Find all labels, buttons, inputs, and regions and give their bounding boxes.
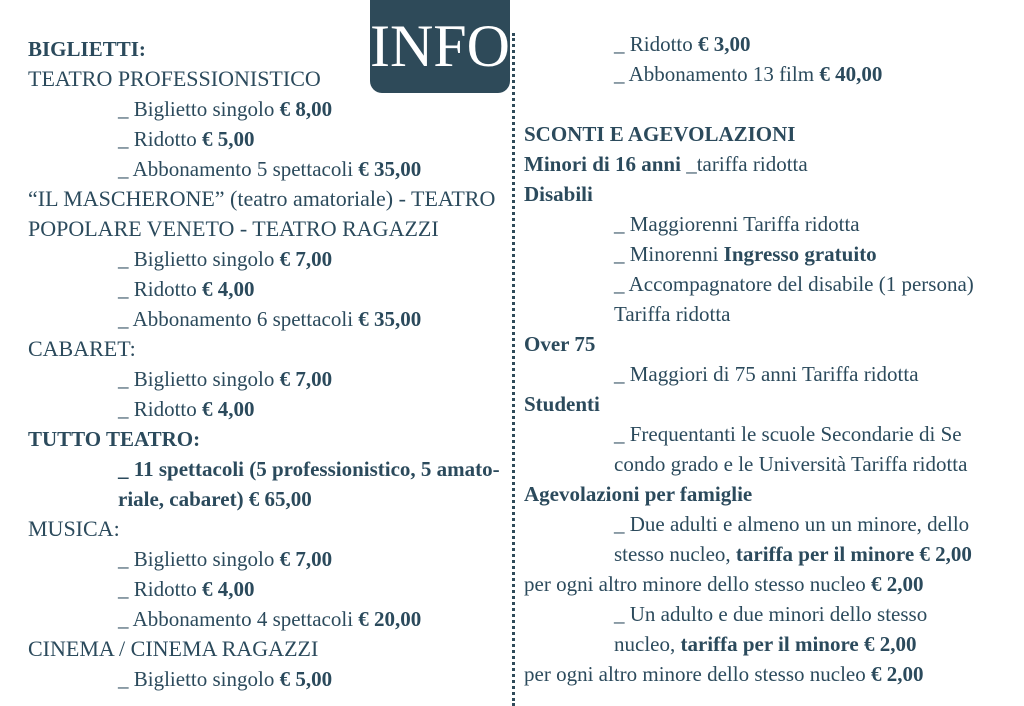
disabili-item-3-cont: Tariffa ridotta: [614, 302, 731, 326]
price-item: _ Biglietto singolo € 8,00: [118, 97, 333, 121]
left-column: [28, 34, 508, 694]
disabili-item-3: _ Accompagnatore del disabile (1 persona): [614, 272, 974, 296]
price-item: _ Abbonamento 13 film € 40,00: [614, 62, 883, 86]
price-item: _ Ridotto € 4,00: [118, 577, 255, 601]
price-item: _ Ridotto € 4,00: [118, 397, 255, 421]
famiglie-b-line-2: nucleo, tariffa per il minore € 2,00: [614, 632, 917, 656]
price-item: _ Biglietto singolo € 5,00: [118, 667, 333, 691]
price-item: _ Ridotto € 5,00: [118, 127, 255, 151]
price-item: _ Abbonamento 4 spettacoli € 20,00: [118, 607, 422, 631]
studenti-line-1: _ Frequentanti le scuole Secondarie di Se: [614, 422, 962, 446]
tutto-teatro-heading: TUTTO TEATRO:: [28, 427, 201, 451]
dotted-divider: [512, 33, 515, 706]
price-item: _ Ridotto € 3,00: [614, 32, 751, 56]
famiglie-heading: Agevolazioni per famiglie: [524, 482, 753, 506]
cinema-heading: CINEMA / CINEMA RAGAZZI: [28, 636, 319, 661]
mascherone-heading-2: POPOLARE VENETO - TEATRO RAGAZZI: [28, 216, 439, 241]
musica-heading: MUSICA:: [28, 516, 120, 541]
famiglie-a-line-2: stesso nucleo, tariffa per il minore € 2,00: [614, 542, 972, 566]
right-column: [524, 29, 1014, 689]
mascherone-heading-1: “IL MASCHERONE” (teatro amatoriale) - TEATRO: [28, 186, 496, 211]
tutto-teatro-line-1: _ 11 spettacoli (5 professionistico, 5 amato-: [118, 457, 500, 481]
info-tab: INFO: [370, 0, 510, 93]
price-item: _ Biglietto singolo € 7,00: [118, 247, 333, 271]
disabili-item-2: _ Minorenni Ingresso gratuito: [614, 242, 877, 266]
minori-line: Minori di 16 anni _tariffa ridotta: [524, 152, 808, 176]
famiglie-b-line-1: _ Un adulto e due minori dello stesso: [614, 602, 928, 626]
price-item: _ Ridotto € 4,00: [118, 277, 255, 301]
famiglie-b-line-3: per ogni altro minore dello stesso nucleo € 2,00: [524, 662, 924, 686]
teatro-prof-heading: TEATRO PROFESSIONISTICO: [28, 66, 321, 91]
price-item: _ Abbonamento 6 spettacoli € 35,00: [118, 307, 422, 331]
over75-item: _ Maggiori di 75 anni Tariffa ridotta: [614, 362, 919, 386]
famiglie-a-line-1: _ Due adulti e almeno un un minore, dello: [614, 512, 970, 536]
tutto-teatro-line-2: riale, cabaret) € 65,00: [118, 487, 312, 511]
price-item: _ Biglietto singolo € 7,00: [118, 367, 333, 391]
disabili-item-1: _ Maggiorenni Tariffa ridotta: [614, 212, 860, 236]
price-item: _ Abbonamento 5 spettacoli € 35,00: [118, 157, 422, 181]
disabili-heading: Disabili: [524, 182, 593, 206]
cabaret-heading: CABARET:: [28, 336, 136, 361]
price-item: _ Biglietto singolo € 7,00: [118, 547, 333, 571]
sconti-heading: SCONTI E AGEVOLAZIONI: [524, 122, 796, 146]
studenti-line-2: condo grado e le Università Tariffa ridotta: [614, 452, 968, 476]
biglietti-heading: BIGLIETTI:: [28, 37, 146, 61]
studenti-heading: Studenti: [524, 392, 600, 416]
famiglie-a-line-3: per ogni altro minore dello stesso nucleo € 2,00: [524, 572, 924, 596]
over75-heading: Over 75: [524, 332, 596, 356]
